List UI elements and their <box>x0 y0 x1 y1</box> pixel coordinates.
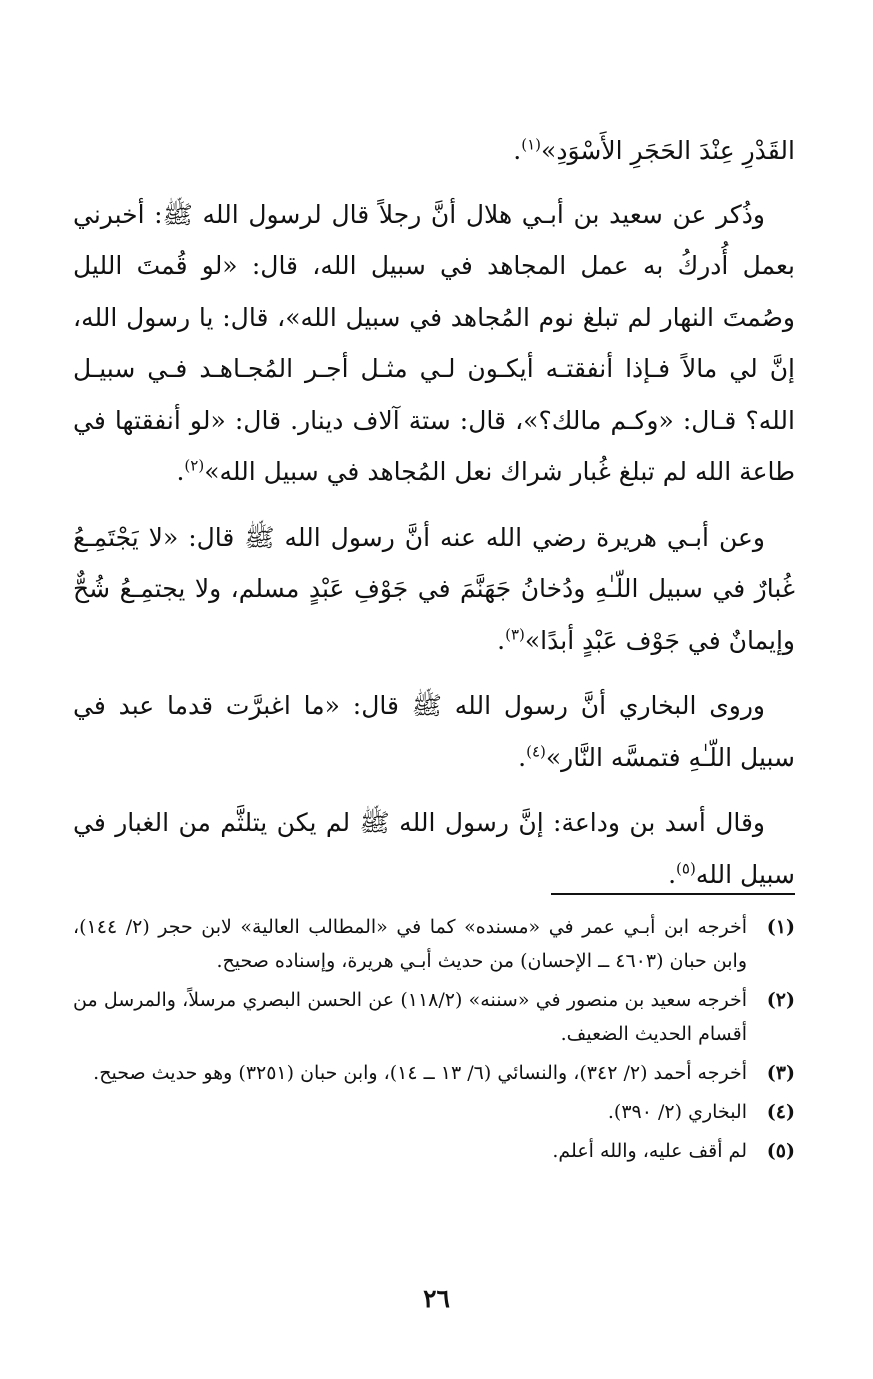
paragraph-2 <box>73 189 795 498</box>
footnote-number: (١) <box>766 916 795 938</box>
paragraph-4-period: . <box>518 742 527 772</box>
footnote-text: أخرجه أحمد (٢/ ٣٤٢)، والنسائي (٦/ ١٣ ــ ١٤)، وابن حبان (٣٢٥١) وهو حديث صحيح. <box>93 1062 747 1084</box>
footnote-ref-2: (٢) <box>184 456 205 475</box>
footnote-number: (٥) <box>766 1140 795 1162</box>
footnote-text: البخاري (٢/ ٣٩٠). <box>607 1101 747 1123</box>
paragraph-1-period: . <box>513 136 522 165</box>
paragraph-5-period: . <box>668 859 677 889</box>
footnote-text: لم أقف عليه، والله أعلم. <box>552 1140 747 1162</box>
paragraph-3-text: وعن أبـي هريرة رضي الله عنه أنَّ رسول الله ﷺ قال: «لا يَجْتَمِـعُ غُبارٌ في سبيل اللّـٰهِ ودُخانُ جَهَنَّمَ في جَوْفِ عَبْدٍ مسلم، ولا يجتمِـعُ شُحٌّ وإيمانٌ في جَوْف عَبْدٍ أبدًا» <box>73 522 795 655</box>
footnote-text: أخرجه ابن أبـي عمر في «مسنده» كما في «المطالب العالية» لابن حجر (٢/ ١٤٤)، وابن حبان (٤٦٠٣ ــ الإحسان) من حديث أبـي هريرة، وإسناده صحيح. <box>73 916 747 972</box>
footnote-1 <box>73 910 795 978</box>
paragraph-5 <box>73 797 795 900</box>
paragraph-1 <box>73 125 795 177</box>
footnote-text: أخرجه سعيد بن منصور في «سننه» (١١٨/٢) عن الحسن البصري مرسلاً، والمرسل من أقسام الحديث الضعيف. <box>73 989 747 1045</box>
footnote-ref-1: (١) <box>521 135 542 154</box>
paragraph-4 <box>73 680 795 783</box>
footnote-number: (٢) <box>766 989 795 1011</box>
footnote-separator <box>551 893 795 895</box>
footnote-4 <box>73 1095 795 1129</box>
paragraph-4-text: وروى البخاري أنَّ رسول الله ﷺ قال: «ما اغبرَّت قدما عبد في سبيل اللّـٰهِ فتمسَّه النَّار» <box>73 691 795 772</box>
page-number: ٢٦ <box>423 1284 450 1313</box>
paragraph-2-period: . <box>176 457 185 486</box>
main-text <box>73 125 795 914</box>
footnote-5 <box>73 1134 795 1168</box>
paragraph-1-text: القَدْرِ عِنْدَ الحَجَرِ الأَسْوَدِ» <box>541 136 795 165</box>
footnote-2 <box>73 983 795 1051</box>
footnote-number: (٤) <box>766 1101 795 1123</box>
footnote-number: (٣) <box>766 1062 795 1084</box>
footnote-3 <box>73 1056 795 1090</box>
paragraph-3 <box>73 512 795 667</box>
paragraph-5-text: وقال أسد بن وداعة: إنَّ رسول الله ﷺ لم يكن يتلثَّم من الغبار في سبيل الله <box>73 808 795 889</box>
footnote-ref-4: (٤) <box>526 742 546 761</box>
paragraph-2-text: وذُكر عن سعيد بن أبـي هلال أنَّ رجلاً قال لرسول الله ﷺ: أخبرني بعمل أُدركُ به عمل المجاهد في سبيل الله، قال: «لو قُمتَ الليل وصُمتَ النهار لم تبلغ نوم المُجاهد في سبيل الله»، قال: يا رسول الله، إنَّ لي مالاً فـإذا أنفقتـه أيكـون لـي مثـل أجـر المُجـاهـد فـي سبيـل الله؟ قـال: «وكـم مالك؟»، قال: ستة آلاف دينار. قال: «لو أنفقتها في طاعة الله لم تبلغ غُبار شراك نعل المُجاهد في سبيل الله» <box>73 199 795 486</box>
footnote-ref-5: (٥) <box>676 859 696 878</box>
footnote-ref-3: (٣) <box>505 625 525 644</box>
footnotes <box>73 910 795 1173</box>
paragraph-3-period: . <box>497 625 506 655</box>
